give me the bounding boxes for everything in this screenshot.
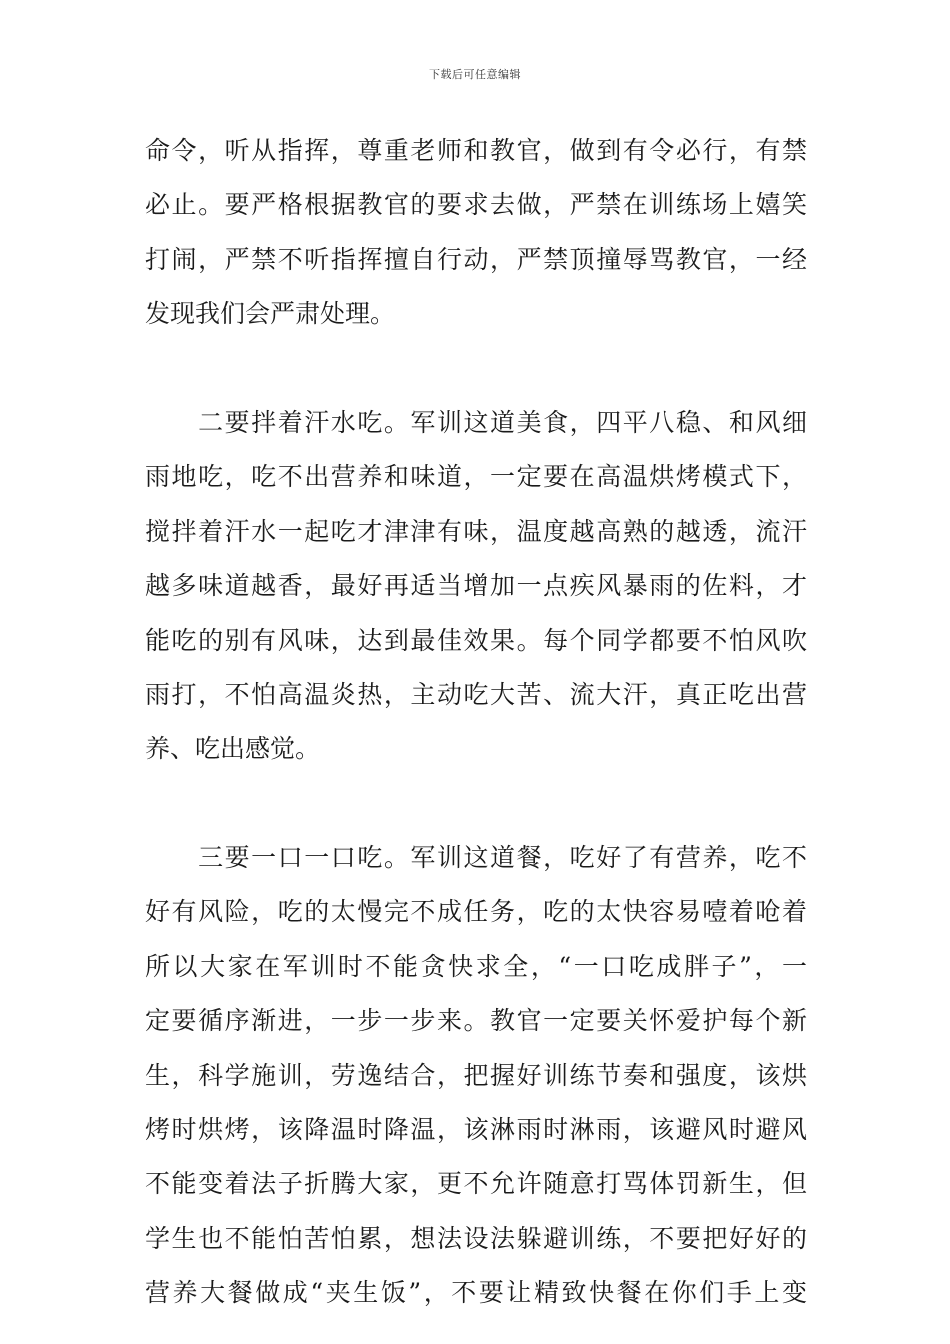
- text-line: 三要一口一口吃。军训这道餐，吃好了有营养，吃不: [145, 843, 807, 873]
- page-header: 下载后可任意编辑: [429, 68, 521, 81]
- paragraph-gap: [145, 342, 807, 396]
- text-line: 烤时烘烤，该降温时降温，该淋雨时淋雨，该避风时避风: [145, 1115, 807, 1145]
- text-line: 发现我们会严肃处理。: [145, 299, 396, 329]
- text-line: 雨地吃，吃不出营养和味道，一定要在高温烘烤模式下，: [145, 462, 807, 492]
- text-line: 营养大餐做成“夹生饭”，不要让精致快餐在你们手上变: [145, 1278, 807, 1308]
- text-line: 越多味道越香，最好再适当增加一点疾风暴雨的佐料，才: [145, 571, 807, 601]
- document-body: [145, 124, 807, 1321]
- text-line: 好有风险，吃的太慢完不成任务，吃的太快容易噎着呛着: [145, 897, 807, 927]
- paragraph: [145, 831, 807, 1321]
- text-line: 必止。要严格根据教官的要求去做，严禁在训练场上嬉笑: [145, 190, 807, 220]
- paragraph: [145, 396, 807, 777]
- text-line: 能吃的别有风味，达到最佳效果。每个同学都要不怕风吹: [145, 625, 807, 655]
- text-line: 所以大家在军训时不能贪快求全，“一口吃成胖子”，一: [145, 951, 807, 981]
- text-line: 定要循序渐进，一步一步来。教官一定要关怀爱护每个新: [145, 1006, 807, 1036]
- text-line: 不能变着法子折腾大家，更不允许随意打骂体罚新生，但: [145, 1169, 807, 1199]
- text-line: 搅拌着汗水一起吃才津津有味，温度越高熟的越透，流汗: [145, 516, 807, 546]
- text-line: 雨打，不怕高温炎热，主动吃大苦、流大汗，真正吃出营: [145, 679, 807, 709]
- text-line: 生，科学施训，劳逸结合，把握好训练节奏和强度，该烘: [145, 1060, 807, 1090]
- text-line: 学生也不能怕苦怕累，想法设法躲避训练，不要把好好的: [145, 1223, 807, 1253]
- text-line: 打闹，严禁不听指挥擅自行动，严禁顶撞辱骂教官，一经: [145, 244, 807, 274]
- paragraph: [145, 124, 807, 342]
- text-line: 二要拌着汗水吃。军训这道美食，四平八稳、和风细: [145, 407, 807, 437]
- text-line: 命令，听从指挥，尊重老师和教官，做到有令必行，有禁: [145, 136, 807, 165]
- text-line: 养、吃出感觉。: [145, 734, 321, 764]
- paragraph-gap: [145, 777, 807, 831]
